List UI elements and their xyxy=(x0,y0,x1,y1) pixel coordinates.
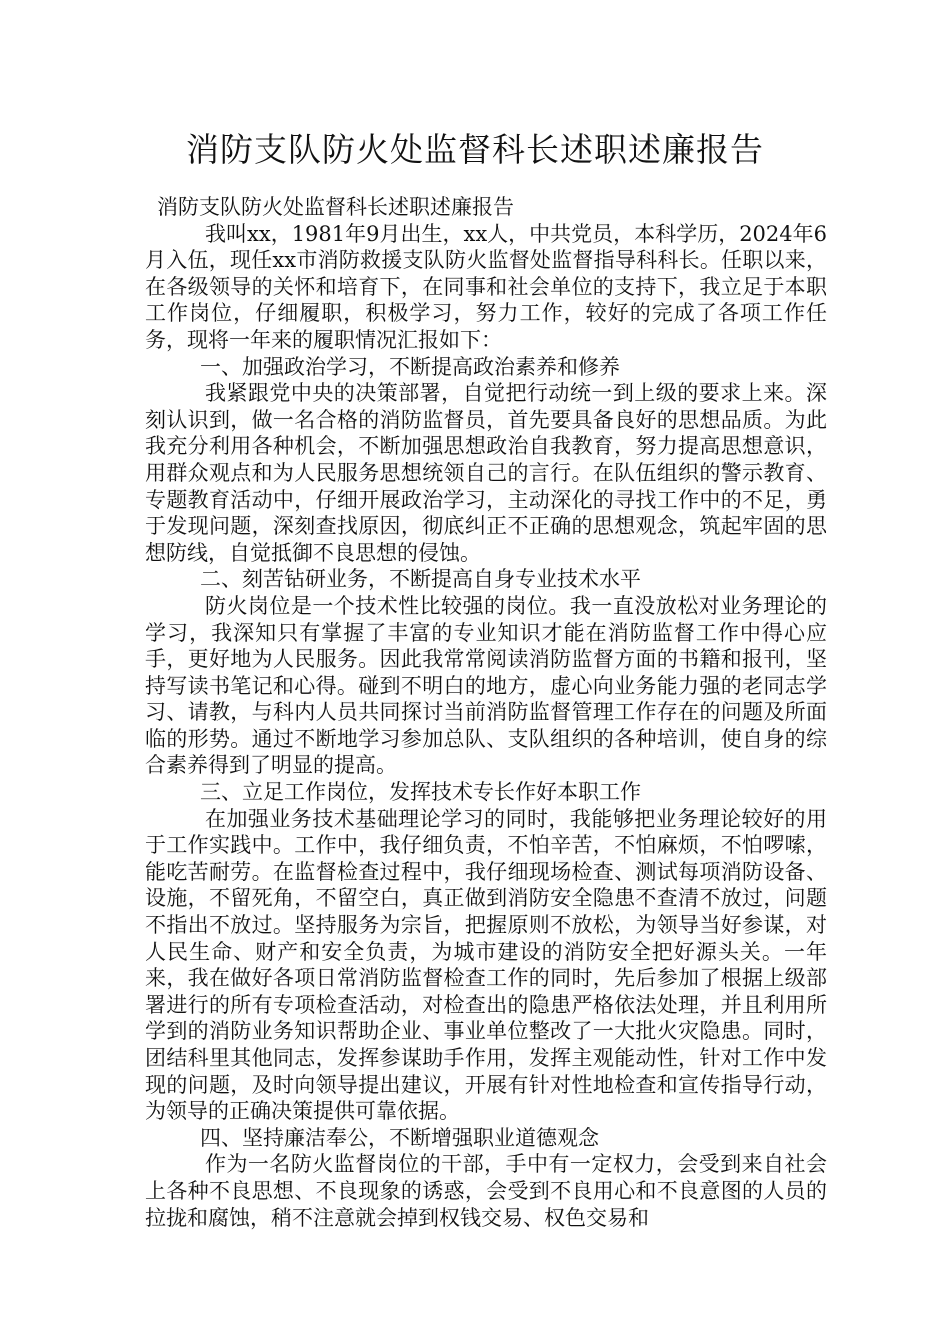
paragraph-section-1: 我紧跟党中央的决策部署，自觉把行动统一到上级的要求上来。深刻认识到，做一名合格的消防监督员，首先要具备良好的思想品质。为此我充分利用各种机会，不断加强思想政治自我教育，努力提高思想意识，用群众观点和为人民服务思想统领自己的言行。在队伍组织的警示教育、专题教育活动中，仔细开展政治学习，主动深化的寻找工作中的不足，勇于发现问题，深刻查找原因，彻底纠正不正确的思想观念，筑起牢固的思想防线，自觉抵御不良思想的侵蚀。 xyxy=(145,381,827,565)
paragraph-intro: 我叫xx，1981年9月出生，xx人，中共党员，本科学历，2024年6月入伍，现任xx市消防救援支队防火监督处监督指导科科长。任职以来，在各级领导的关怀和培育下，在同事和社会单位的支持下，我立足于本职工作岗位，仔细履职，积极学习，努力工作，较好的完成了各项工作任务，现将一年来的履职情况汇报如下： xyxy=(145,221,827,352)
section-heading-3: 三、立足工作岗位，发挥技术专长作好本职工作 xyxy=(200,780,641,805)
document-subtitle: 消防支队防火处监督科长述职述廉报告 xyxy=(157,195,514,219)
document-body xyxy=(145,194,827,1231)
paragraph-section-4: 作为一名防火监督岗位的干部，手中有一定权力，会受到来自社会上各种不良思想、不良现象的诱惑，会受到不良用心和不良意图的人员的拉拢和腐蚀，稍不注意就会掉到权钱交易、权色交易和 xyxy=(145,1152,827,1230)
document-title: 消防支队防火处监督科长述职述廉报告 xyxy=(186,130,764,169)
section-heading-1: 一、加强政治学习，不断提高政治素养和修养 xyxy=(200,354,620,379)
paragraph-section-2: 防火岗位是一个技术性比较强的岗位。我一直没放松对业务理论的学习，我深知只有掌握了丰富的专业知识才能在消防监督工作中得心应手，更好地为人民服务。因此我常常阅读消防监督方面的书籍和报刊，坚持写读书笔记和心得。碰到不明白的地方，虚心向业务能力强的老同志学习、请教，与科内人员共同探讨当前消防监督管理工作存在的问题及所面临的形势。通过不断地学习参加总队、支队组织的各种培训，使自身的综合素养得到了明显的提高。 xyxy=(145,593,827,778)
section-heading-4: 四、坚持廉洁奉公，不断增强职业道德观念 xyxy=(200,1125,599,1150)
section-heading-2: 二、刻苦钻研业务，不断提高自身专业技术水平 xyxy=(200,567,641,592)
paragraph-section-3: 在加强业务技术基础理论学习的同时，我能够把业务理论较好的用于工作实践中。工作中，我仔细负责，不怕辛苦，不怕麻烦，不怕啰嗦，能吃苦耐劳。在监督检查过程中，我仔细现场检查、测试每项消防设备、设施，不留死角，不留空白，真正做到消防安全隐患不查清不放过，问题不指出不放过。坚持服务为宗旨，把握原则不放松，为领导当好参谋，对人民生命、财产和安全负责，为城市建设的消防安全把好源头关。一年来，我在做好各项日常消防监督检查工作的同时，先后参加了根据上级部署进行的所有专项检查活动，对检查出的隐患严格依法处理，并且利用所学到的消防业务知识帮助企业、事业单位整改了一大批火灾隐患。同时，团结科里其他同志，发挥参谋助手作用，发挥主观能动性，针对工作中发现的问题，及时向领导提出建议，开展有针对性地检查和宣传指导行动，为领导的正确决策提供可靠依据。 xyxy=(145,806,827,1124)
